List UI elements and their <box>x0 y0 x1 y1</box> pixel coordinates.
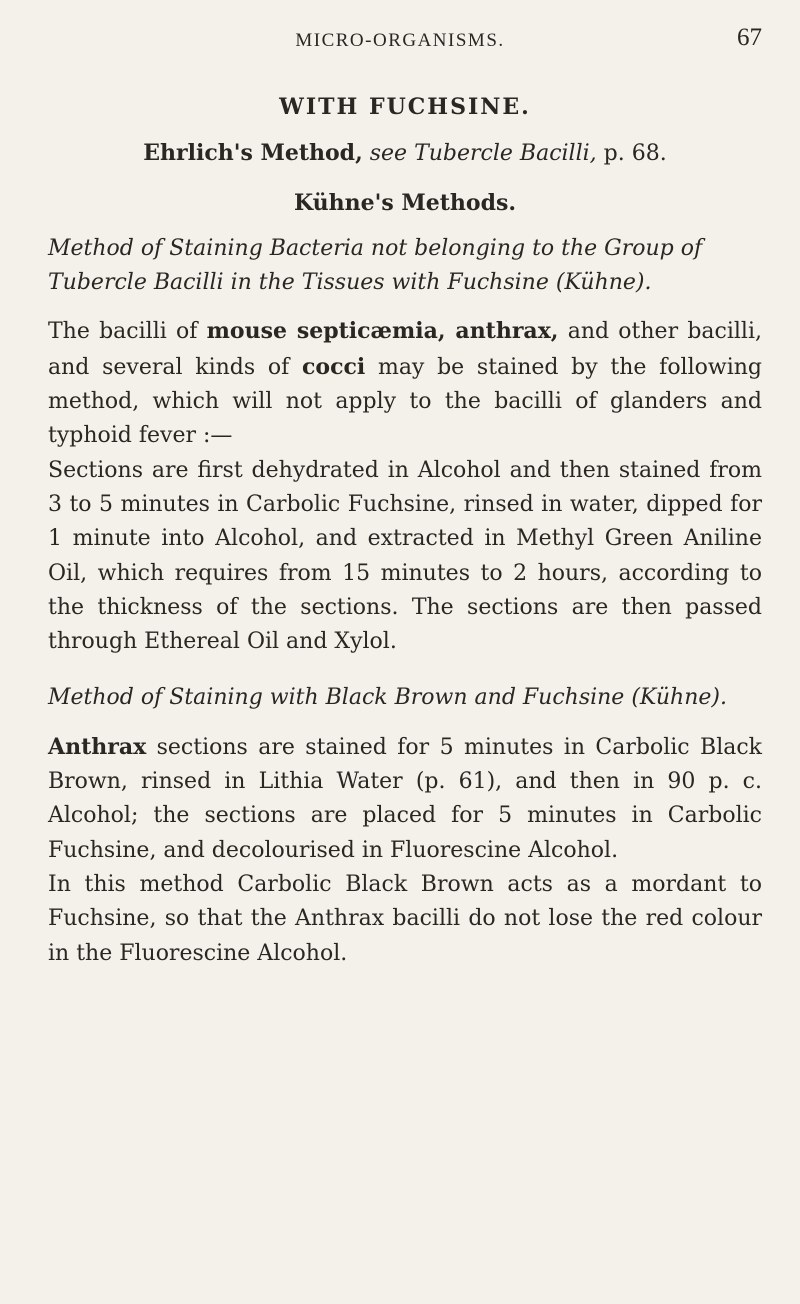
method1-p1-e: may be stained by the following method, which will not apply to the bacilli of glanders and typhoid fever :— <box>48 354 762 449</box>
method2-paragraph-1 <box>48 730 762 868</box>
method1-p1-d: cocci <box>302 353 366 380</box>
method2-paragraph-2: In this method Carbolic Black Brown acts as a mordant to Fuchsine, so that the Anthrax bacilli do not lose the red colour in the Fluorescine Alcohol. <box>48 871 762 966</box>
method1-title: Method of Staining Bacteria not belonging to the Group of Tubercle Bacilli in the Tissues with Fuchsine (Kühne). <box>48 235 703 296</box>
method2-p1-b: sections are stained for 5 minutes in Carbolic Black Brown, rinsed in Lithia Water (p. 61), and then in 90 p. c. Alcohol; the sections are placed for 5 minutes in Carbolic Fuchsine, and decolourised in Fluorescine Alcohol. <box>48 734 762 863</box>
page-number: 67 <box>737 24 762 51</box>
method1-p1-a: The bacilli of <box>48 319 198 345</box>
method1-p1-c: and other bacilli, and several kinds of <box>48 319 762 380</box>
ehrlich-see: see <box>369 141 408 167</box>
method1-p1-b: mouse septicæmia, anthrax, <box>206 318 559 345</box>
ehrlich-ref: Tubercle Bacilli, <box>414 141 597 167</box>
ehrlich-page: p. 68. <box>603 141 667 167</box>
ehrlich-method-name: Ehrlich's Method, <box>143 140 363 167</box>
method1-paragraph-2: Sections are first dehydrated in Alcohol and then stained from 3 to 5 minutes in Carbolic Fuchsine, rinsed in water, dipped for 1 minute into Alcohol, and extracted in Methyl Green Aniline Oil, which requires from 15 minutes to 2 hours, according to the thickness of the sections. The sections are then passed through Ethereal Oil and Xylol. <box>48 457 762 655</box>
method2-p1-a: Anthrax <box>48 733 147 760</box>
section-title: WITH FUCHSINE. <box>279 94 531 120</box>
ehrlich-line <box>48 136 762 171</box>
page-body <box>48 90 762 971</box>
method1-paragraph-1 <box>48 314 762 453</box>
kuhne-heading: Kühne's Methods. <box>293 189 516 216</box>
running-head: MICRO-ORGANISMS. <box>295 30 505 51</box>
method2-title: Method of Staining with Black Brown and Fuchsine (Kühne). <box>48 685 727 711</box>
